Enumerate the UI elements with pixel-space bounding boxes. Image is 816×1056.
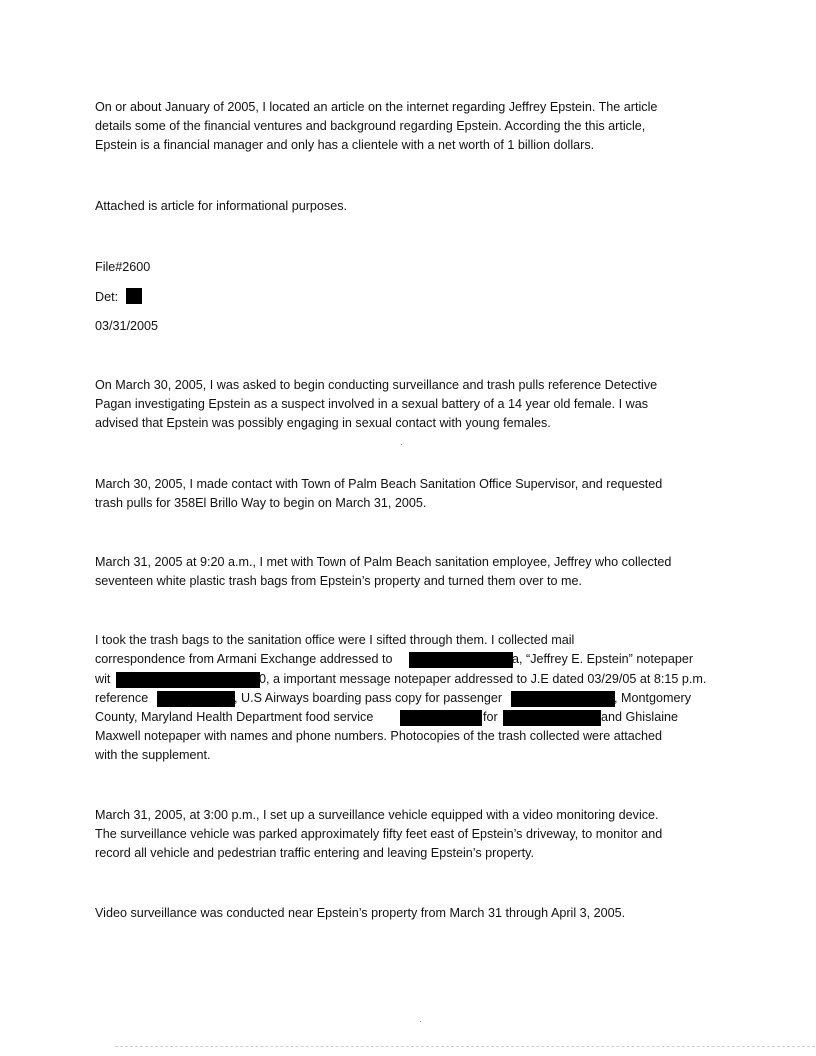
sifted-line-4a: reference bbox=[95, 691, 149, 705]
redaction-box bbox=[409, 652, 513, 668]
intro-line-2: details some of the financial ventures and background regarding Epstein. According the this article, bbox=[95, 119, 646, 133]
surveillance-line-2: Pagan investigating Epstein as a suspect involved in a sexual battery of a 14 year old female. I was bbox=[95, 397, 649, 411]
sifted-line-6: Maxwell notepaper with names and phone numbers. Photocopies of the trash collected were attached bbox=[95, 729, 663, 743]
sifted-line-7: with the supplement. bbox=[95, 748, 211, 762]
video-line-3: record all vehicle and pedestrian traffic entering and leaving Epstein’s property. bbox=[95, 846, 534, 860]
video-line-1: March 31, 2005, at 3:00 p.m., I set up a surveillance vehicle equipped with a video monitoring device. bbox=[95, 808, 659, 822]
surveillance-line-1: On March 30, 2005, I was asked to begin conducting surveillance and trash pulls reference Detective bbox=[95, 378, 658, 392]
sanitation-line-1: March 30, 2005, I made contact with Town of Palm Beach Sanitation Office Supervisor, and requested bbox=[95, 477, 663, 491]
redaction-box bbox=[400, 710, 482, 726]
sifted-line-5b: for bbox=[483, 710, 498, 724]
sanitation-line-2: trash pulls for 358El Brillo Way to begin on March 31, 2005. bbox=[95, 496, 427, 510]
file-number: File#2600 bbox=[95, 260, 151, 274]
det-label: Det: bbox=[95, 290, 119, 304]
intro-line-1: On or about January of 2005, I located an article on the internet regarding Jeffrey Epstein. The article bbox=[95, 100, 658, 114]
footer-scan-line bbox=[115, 1046, 815, 1047]
trash-line-2: seventeen white plastic trash bags from Epstein’s property and turned them over to me. bbox=[95, 574, 582, 588]
redaction-box bbox=[116, 672, 260, 688]
surveillance-line-3: advised that Epstein was possibly engaging in sexual contact with young females. bbox=[95, 416, 551, 430]
sifted-line-4c: , Montgomery bbox=[614, 691, 691, 705]
scan-speck bbox=[420, 1021, 421, 1022]
sifted-line-4b: , U.S Airways boarding pass copy for passenger bbox=[234, 691, 503, 705]
sifted-line-2b: a, “Jeffrey E. Epstein” notepaper bbox=[512, 652, 694, 666]
video-period-paragraph: Video surveillance was conducted near Epstein’s property from March 31 through April 3, 2005. bbox=[95, 906, 626, 920]
attached-note: Attached is article for informational purposes. bbox=[95, 199, 347, 213]
sifted-line-5c: and Ghislaine bbox=[601, 710, 679, 724]
sifted-line-3b: 0, a important message notepaper addressed to J.E dated 03/29/05 at 8:15 p.m. bbox=[259, 672, 707, 686]
scan-speck bbox=[401, 444, 402, 445]
redaction-box bbox=[126, 288, 142, 304]
detective-line bbox=[95, 288, 142, 307]
report-date: 03/31/2005 bbox=[95, 319, 159, 333]
redaction-box bbox=[503, 710, 601, 726]
trash-line-1: March 31, 2005 at 9:20 a.m., I met with Town of Palm Beach sanitation employee, Jeffrey who collected bbox=[95, 555, 672, 569]
video-line-2: The surveillance vehicle was parked approximately fifty feet east of Epstein’s driveway, to monitor and bbox=[95, 827, 663, 841]
redaction-box bbox=[511, 691, 615, 707]
intro-line-3: Epstein is a financial manager and only has a clientele with a net worth of 1 billion dollars. bbox=[95, 138, 595, 152]
sifted-line-5a: County, Maryland Health Department food service bbox=[95, 710, 374, 724]
sifted-line-2a: correspondence from Armani Exchange addressed to bbox=[95, 652, 393, 666]
sifted-line-1: I took the trash bags to the sanitation office were I sifted through them. I collected mail bbox=[95, 633, 575, 647]
redaction-box bbox=[157, 691, 235, 707]
sifted-line-3a: wit bbox=[95, 672, 111, 686]
